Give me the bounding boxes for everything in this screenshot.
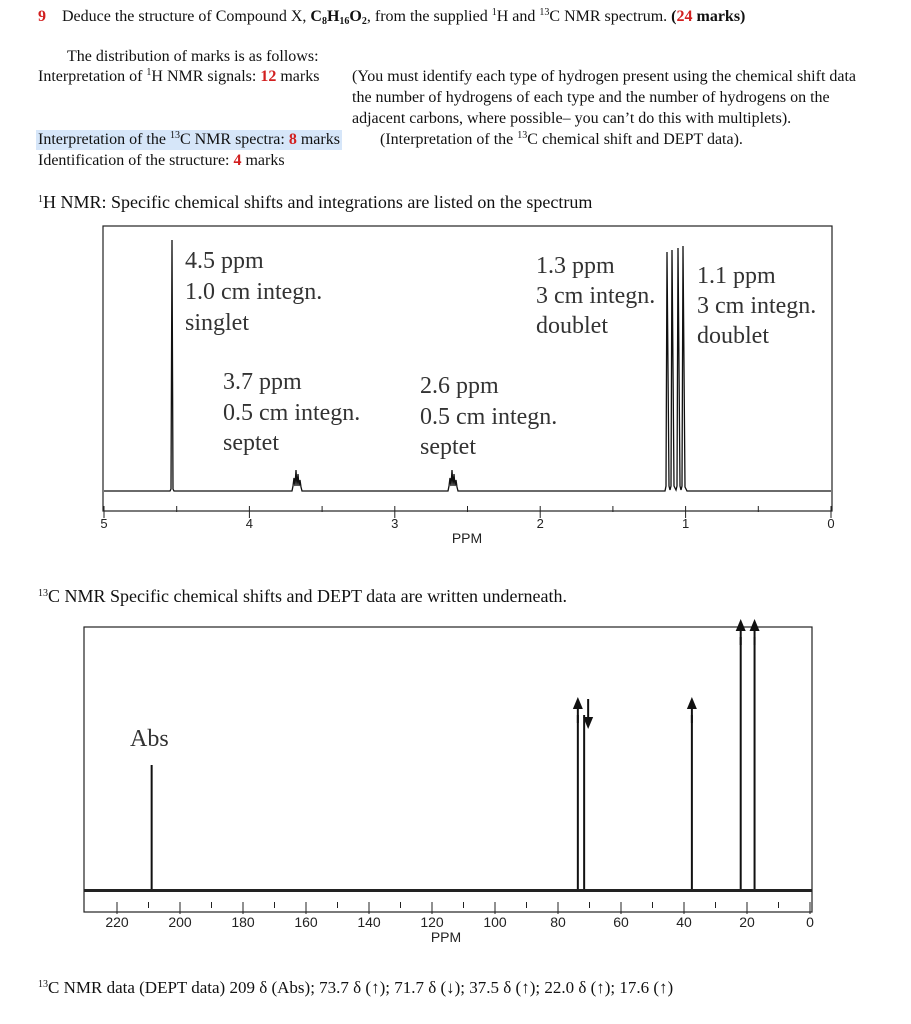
c-tick-label: 220 — [105, 914, 129, 930]
h-annot-integ: 0.5 cm integn. — [420, 404, 558, 430]
h-tick-label: 0 — [827, 516, 835, 531]
h-annot-integ: 1.0 cm integn. — [185, 279, 323, 305]
h-tick-label: 4 — [245, 516, 254, 531]
c-tick-label: 180 — [231, 914, 255, 930]
c-nmr-baseline — [84, 889, 812, 892]
h-annot-mult: doublet — [536, 313, 608, 339]
h-tick-label: 5 — [100, 516, 108, 531]
dept-arrow-up-head — [736, 619, 746, 631]
c-nmr-spectrum — [0, 600, 911, 960]
c-nmr-frame — [84, 627, 812, 912]
c-tick-label: 20 — [739, 914, 755, 930]
c-nmr-data: $^{13}$C NMR data (DEPT data) 209 δ (Abs); 73.7 δ (↑); 71.7 δ (↓); 37.5 δ (↑); 22.0 δ (↑); 17.6 (↑) — [38, 978, 674, 997]
h-annot-mult: septet — [223, 430, 279, 456]
h-annot-mult: singlet — [185, 310, 249, 336]
h-annot-mult: doublet — [697, 323, 769, 349]
dept-arrow-up-head — [750, 619, 760, 631]
c-marks-label[interactable]: Interpretation of the $^{13}$C NMR spectra: 8 marks — [38, 130, 340, 148]
c-tick-label: 200 — [168, 914, 192, 930]
c-axis-label: PPM — [430, 929, 462, 945]
c-tick-label: 160 — [294, 914, 318, 930]
h-annot-shift: 1.3 ppm — [536, 253, 615, 279]
h-annot-mult: septet — [420, 434, 476, 460]
h-marks-desc-1: (You must identify each type of hydrogen present using the chemical shift data — [352, 68, 857, 85]
h-nmr-caption: $^1$H NMR: Specific chemical shifts and integrations are listed on the spectrum — [38, 192, 593, 212]
h-marks-label: Interpretation of $^1$H NMR signals: 12 marks — [38, 67, 320, 85]
h-annot-integ: 0.5 cm integn. — [223, 400, 361, 426]
c-tick-label: 40 — [676, 914, 692, 930]
dept-arrow-up-head — [687, 697, 697, 709]
marks-intro: The distribution of marks is as follows: — [67, 48, 319, 65]
question-line: 9 Deduce the structure of Compound X, $C_8H_{16}O_2$, from the supplied $^1$H and $^{13}$C NMR spectrum. (24 marks) — [38, 7, 746, 27]
compound-formula: $C_8H_{16}O_2$ — [310, 8, 367, 27]
c-tick-label: 80 — [550, 914, 566, 930]
h-tick-label: 2 — [536, 516, 544, 531]
h-annot-shift: 4.5 ppm — [185, 248, 264, 274]
h-annot-shift: 1.1 ppm — [697, 263, 776, 289]
c-tick-label: 0 — [806, 914, 814, 930]
id-marks-label: Identification of the structure: 4 marks — [38, 152, 285, 169]
c-tick-label: 100 — [483, 914, 507, 930]
h-tick-label: 1 — [681, 516, 690, 531]
h-marks-desc-2: the number of hydrogens of each type and the number of hydrogens on the — [352, 89, 830, 106]
question-text: Deduce the structure of Compound X, — [62, 8, 307, 25]
c-tick-label: 120 — [420, 914, 444, 930]
h-axis-label: PPM — [451, 530, 483, 546]
question-number: 9 — [38, 8, 46, 25]
c-nmr-caption: $^{13}$C NMR Specific chemical shifts and DEPT data are written underneath. — [38, 586, 568, 606]
h-marks-desc-3: adjacent carbons, where possible– you can’t do this with multiplets). — [352, 110, 792, 127]
question-marks: (24 marks) — [671, 8, 746, 25]
dept-arrow-up-head — [573, 697, 583, 709]
h-annot-shift: 2.6 ppm — [420, 373, 499, 399]
h-annot-integ: 3 cm integn. — [697, 293, 817, 319]
h-tick-label: 3 — [391, 516, 399, 531]
abs-label: Abs — [130, 726, 169, 752]
c-tick-label: 60 — [613, 914, 629, 930]
c-tick-label: 140 — [357, 914, 381, 930]
h-annot-integ: 3 cm integn. — [536, 283, 656, 309]
c-marks-desc: (Interpretation of the $^{13}$C chemical shift and DEPT data). — [380, 130, 743, 148]
h-annot-shift: 3.7 ppm — [223, 369, 302, 395]
